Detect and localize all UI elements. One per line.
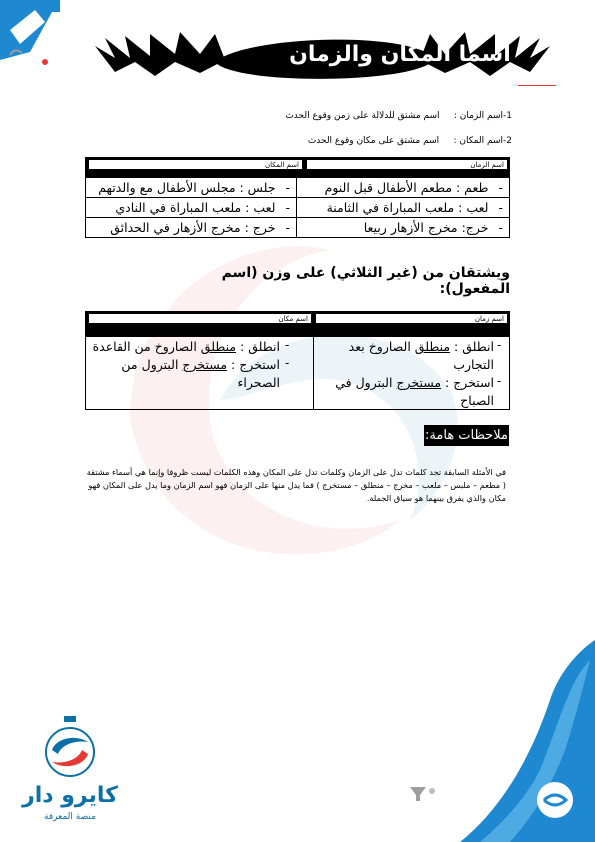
definition-makan: 2-اسم المكان : اسم مشتق على مكان وقوع الحدث — [307, 136, 512, 146]
table2-header-makan: اسم مكان — [88, 313, 312, 324]
table2-zaman-item: انطلق : منطلق الصاروخ بعد التجارب — [348, 339, 494, 372]
corner-wave-decoration — [440, 640, 595, 842]
table2-makan-item: استخرج : مستخرج البترول من الصحراء — [121, 357, 280, 390]
brand-name: كايرو دار — [22, 783, 118, 808]
notes-paragraph: في الأمثلة السابقة تجد كلمات تدل على الزمان وكلمات تدل على المكان وهذه الكلمات ليست ظروفا وإنما هي أسماء مشتقة ( مطعم – ملبس – ملعب – مخرج – منطلق – مستخرج ) فما يدل منها على الزمان فهو اسم الزمان وما يدل على المكان فهو مكان والذي يفرق بينهما هو سياق الجملة. — [86, 467, 506, 503]
table1-cell-makan: -خرج : مخرج الأزهار في الحدائق — [86, 218, 297, 238]
funnel-icon — [408, 783, 438, 803]
bullet-dash: - — [285, 356, 290, 370]
brand-tagline: منصة المعرفة — [44, 812, 96, 822]
bullet-dash: - — [497, 338, 502, 352]
table-row — [86, 178, 510, 198]
brand-logo-icon — [42, 716, 98, 778]
table2-zaman-item: استخرج : مستخرج البترول في الصباح — [335, 375, 494, 408]
table1-header-zaman: اسم الزمان — [306, 159, 508, 170]
table2-header-zaman: اسم زمان — [315, 313, 508, 324]
table1-cell-zaman: -طعم : مطعم الأطفال قبل النوم — [297, 178, 510, 198]
title-underline — [518, 85, 556, 86]
table1 — [85, 177, 510, 238]
derivation-heading: ويشتقان من (غير الثلاثي) على وزن (اسم المفعول): — [221, 265, 510, 297]
table-row — [86, 198, 510, 218]
bullet-dash: - — [285, 338, 290, 352]
table1-cell-zaman: -خرج: مخرج الأزهار ربيعا — [297, 218, 510, 238]
bullet-dash: - — [497, 374, 502, 388]
definition-zaman: 1-اسم الزمان : اسم مشتق للدلالة على زمن وقوع الحدث — [285, 111, 512, 121]
flask-icon — [0, 0, 60, 70]
table1-cell-zaman: -لعب : ملعب المباراة في الثامنة — [297, 198, 510, 218]
table1-header-makan: اسم المكان — [88, 159, 303, 170]
page-title: اسما المكان والزمان — [289, 42, 511, 67]
table2-divider — [313, 336, 314, 410]
table2-makan-item: انطلق : منطلق الصاروخ من القاعدة — [92, 339, 280, 354]
table1-cell-makan: -جلس : مجلس الأطفال مع والدتهم — [86, 178, 297, 198]
table1-cell-makan: -لعب : ملعب المباراة في النادي — [86, 198, 297, 218]
notes-title: ملاحظات هامة: — [424, 425, 509, 446]
table-row — [86, 218, 510, 238]
